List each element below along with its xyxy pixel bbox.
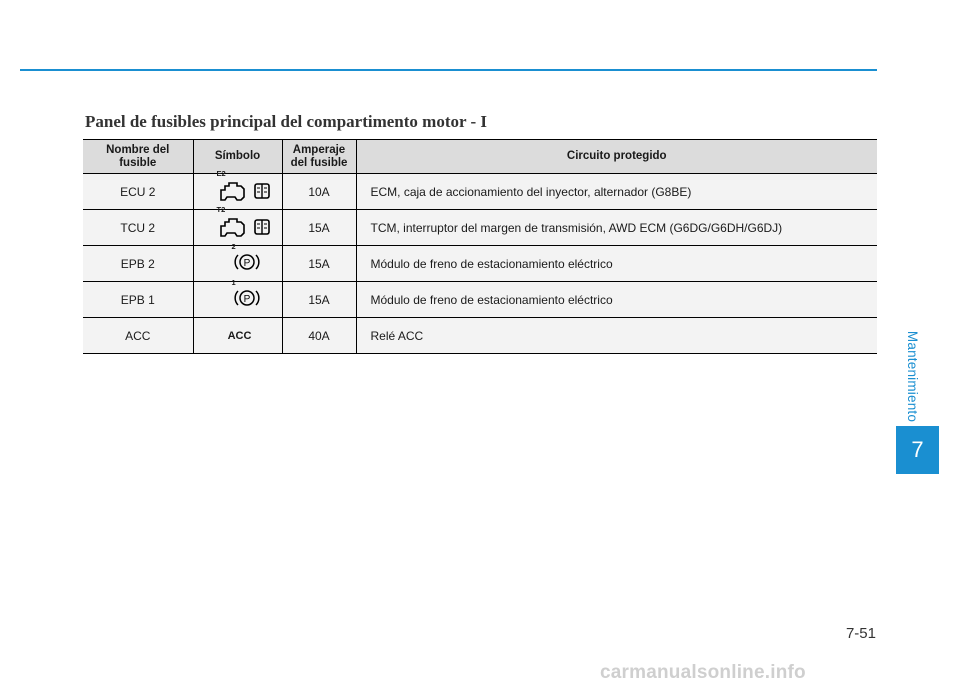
header-amperage: Amperaje del fusible bbox=[282, 140, 356, 174]
fuse-circuit: Módulo de freno de estacionamiento eléctrico bbox=[356, 282, 877, 318]
fuse-symbol bbox=[193, 242, 282, 282]
symbol-superscript: 2 bbox=[231, 242, 236, 251]
fuse-table bbox=[83, 139, 877, 354]
fuse-name: ACC bbox=[83, 318, 193, 354]
svg-text:P: P bbox=[243, 294, 250, 305]
chapter-tab: 7 bbox=[896, 426, 939, 474]
symbol-superscript: E2 bbox=[216, 169, 226, 178]
fuse-name: TCU 2 bbox=[83, 210, 193, 246]
symbol-superscript: T2 bbox=[216, 205, 226, 214]
header-symbol: Símbolo bbox=[193, 140, 282, 174]
table-row bbox=[83, 210, 877, 246]
fuse-name: EPB 2 bbox=[83, 246, 193, 282]
fuse-symbol bbox=[193, 205, 282, 246]
fuse-amperage: 10A bbox=[282, 174, 356, 210]
table-row bbox=[83, 246, 877, 282]
section-label-text: Mantenimiento bbox=[905, 330, 921, 422]
fuse-amperage: 15A bbox=[282, 246, 356, 282]
page-number: 7-51 bbox=[845, 625, 876, 642]
fuse-symbol bbox=[193, 169, 282, 210]
fuse-amperage: 40A bbox=[282, 318, 356, 354]
fuse-circuit: Relé ACC bbox=[356, 318, 877, 354]
parking-brake-icon bbox=[232, 250, 262, 274]
svg-text:P: P bbox=[243, 258, 250, 269]
symbol-superscript: 1 bbox=[231, 278, 236, 287]
top-rule bbox=[20, 69, 877, 71]
fuse-circuit: ECM, caja de accionamiento del inyector, alternador (G8BE) bbox=[356, 174, 877, 210]
table-header-row bbox=[83, 140, 877, 174]
engine-book-icon bbox=[217, 213, 273, 239]
fuse-amperage: 15A bbox=[282, 282, 356, 318]
fuse-name: ECU 2 bbox=[83, 174, 193, 210]
table-row bbox=[83, 282, 877, 318]
parking-brake-icon bbox=[232, 286, 262, 310]
header-circuit: Circuito protegido bbox=[356, 140, 877, 174]
section-title: Panel de fusibles principal del compartimento motor - I bbox=[85, 112, 487, 131]
fuse-symbol bbox=[193, 278, 282, 318]
engine-book-icon bbox=[217, 177, 273, 203]
fuse-circuit: Módulo de freno de estacionamiento eléctrico bbox=[356, 246, 877, 282]
fuse-amperage: 15A bbox=[282, 210, 356, 246]
table-row bbox=[83, 318, 877, 354]
header-fuse-name: Nombre del fusible bbox=[83, 140, 193, 174]
fuse-symbol bbox=[193, 318, 282, 354]
table-row bbox=[83, 174, 877, 210]
acc-symbol-text: ACC bbox=[227, 330, 252, 343]
fuse-name: EPB 1 bbox=[83, 282, 193, 318]
side-section-label bbox=[898, 326, 928, 426]
watermark: carmanualsonline.info bbox=[600, 662, 806, 683]
fuse-circuit: TCM, interruptor del margen de transmisión, AWD ECM (G6DG/G6DH/G6DJ) bbox=[356, 210, 877, 246]
